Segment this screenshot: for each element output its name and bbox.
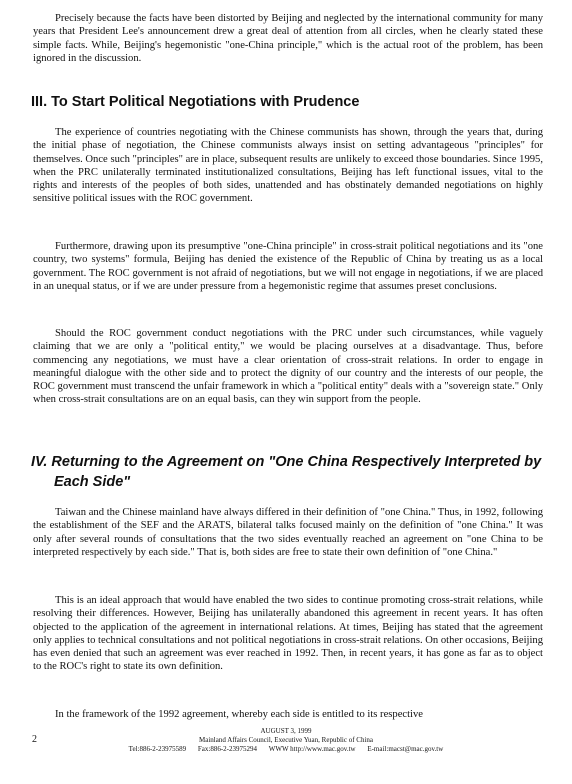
paragraph-facts-distorted: Precisely because the facts have been distorted by Beijing and neglected by the international community for many years that President Lee's announcement drew a great deal of attention from all circles, when he clearly stated these simple facts. While, Beijing's hegemonistic "one-China principle," which is the actual root of the problem, has been ignored in the discussion. xyxy=(33,13,543,64)
footer-date: AUGUST 3, 1999 xyxy=(260,727,312,735)
footer-fax: Fax:886-2-23975294 xyxy=(197,745,257,753)
footer-website-link[interactable]: WWW http://www.mac.gov.tw xyxy=(268,745,356,753)
paragraph-negotiation-experience: The experience of countries negotiating with the Chinese communists has shown, through the years that, during the initial phase of negotiation, the Chinese communists always insist on setting advantageous "principles" for themselves. Once such "principles" are in place, subsequent results are unlikely to exceed those boundaries. Since 1995, when the PRC unilaterally terminated institutionalized consultations, Beijing has left functional issues, vital to the rights and interests of the peoples of both sides, unattended and has obstinately demanded negotiations on highly sensitive political issues with the ROC government. xyxy=(33,127,543,205)
footer-email-link[interactable]: E-mail:macst@mac.gov.tw xyxy=(367,745,444,753)
footer-tel: Tel:886-2-23975589 xyxy=(128,745,187,753)
section-heading-political-negotiations: III. To Start Political Negotiations with Prudence xyxy=(31,94,360,110)
paragraph-political-entity: Should the ROC government conduct negotiations with the PRC under such circumstances, while vaguely claiming that we are only a "political entity," we would be placing ourselves at a disadvantage. Thus, before commencing any negotiations, we must have a clear orientation of cross-strait relations. In order to engage in meaningful dialogue with the other side and to protect the dignity of our country and the interests of our people, the ROC government must transcend the unfair framework in which a "political entity" deals with a "sovereign state." Only when cross-strait consultations are on an equal basis, can they win support from the people. xyxy=(33,328,543,406)
paragraph-one-china-principle: Furthermore, drawing upon its presumptive "one-China principle" in cross-strait political negotiations and its "one country, two systems" formula, Beijing has denied the existence of the Republic of China by treating us as a local government. The ROC government is not afraid of negotiations, but we will not engage in negotiations, if we are placed in an unequal status, or if we are under pressure from a hegemonistic regime that assumes preset conclusions. xyxy=(33,241,543,292)
page-number: 2 xyxy=(32,734,37,745)
paragraph-definition-differences: Taiwan and the Chinese mainland have always differed in their definition of "one China." Thus, in 1992, following the establishment of the SEF and the ARATS, bilateral talks focused mainly on the definition of "one China." It was only after several rounds of consultations that the two sides eventually reached an agreement on "one China to be interpreted respectively by each side." That is, both sides are free to state their own definition of "one China." xyxy=(33,507,543,558)
paragraph-ideal-approach: This is an ideal approach that would have enabled the two sides to continue promoting cross-strait relations, while resolving their differences. However, Beijing has unilaterally abandoned this agreement in recent years. It has often objected to the application of the agreement in international relations. At times, Beijing has stated that the agreement only applies to technical consultations and not political negotiations in cross-strait relations. On other occasions, Beijing has even denied that such an agreement was ever reached in 1992. Then, in recent years, it has gone as far as to object to the ROC's right to state its own definition. xyxy=(33,595,543,673)
footer-organization: Mainland Affairs Council, Executive Yuan, Republic of China xyxy=(199,736,373,744)
section-heading-one-china-agreement xyxy=(31,452,551,492)
section-heading-line-2: Each Side" xyxy=(54,474,131,490)
paragraph-1992-framework: In the framework of the 1992 agreement, whereby each side is entitled to its respective xyxy=(55,709,423,720)
section-heading-line-1: IV. Returning to the Agreement on "One China Respectively Interpreted by xyxy=(31,454,542,470)
page-footer xyxy=(86,727,486,754)
footer-contacts xyxy=(86,745,486,754)
